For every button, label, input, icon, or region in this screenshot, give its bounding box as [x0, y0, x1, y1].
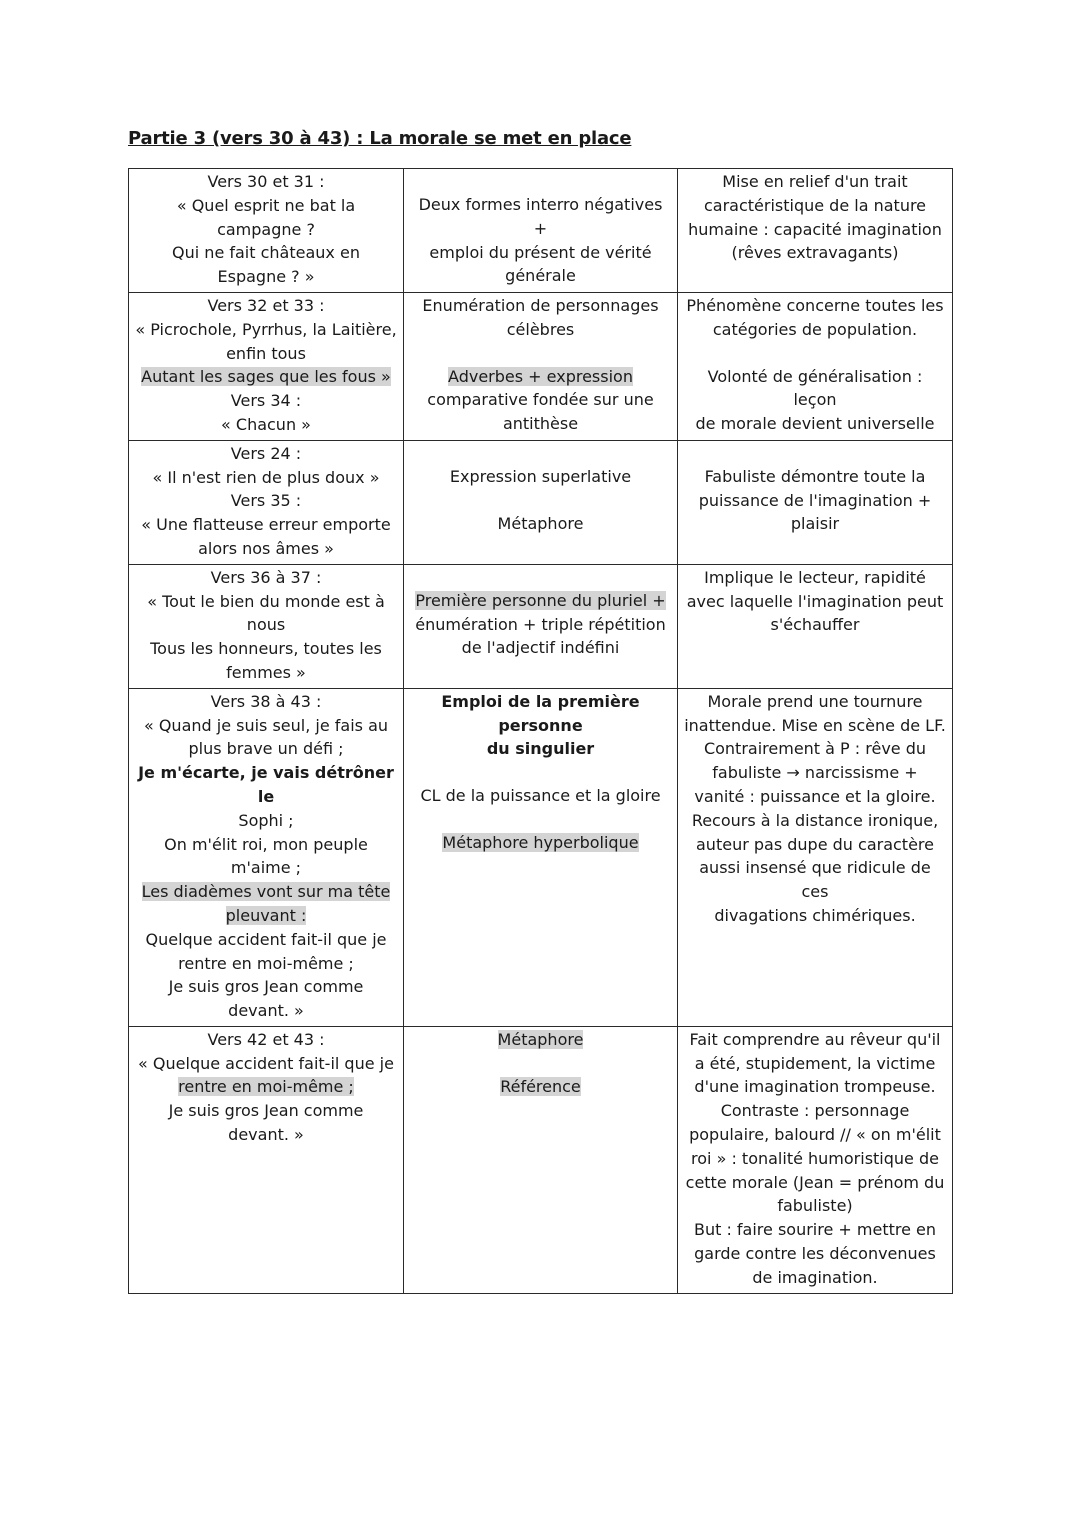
- table-row: [129, 564, 953, 688]
- device-cell: Enumération de personnages célèbres Adverbes + expression comparative fondée sur une antithèse: [404, 292, 678, 440]
- quote-cell: Vers 30 et 31 : « Quel esprit ne bat la campagne ? Qui ne fait châteaux en Espagne ? »: [129, 169, 404, 293]
- table-row: [129, 688, 953, 1026]
- device-cell: Expression superlative Métaphore: [404, 440, 678, 564]
- device-cell: Deux formes interro négatives + emploi du présent de vérité générale: [404, 169, 678, 293]
- quote-cell: Vers 24 : « Il n'est rien de plus doux » Vers 35 : « Une flatteuse erreur emporte alors nos âmes »: [129, 440, 404, 564]
- table-row: [129, 292, 953, 440]
- device-cell: Emploi de la première personne du singulier CL de la puissance et la gloire Métaphore hyperbolique: [404, 688, 678, 1026]
- quote-cell: Vers 36 à 37 : « Tout le bien du monde est à nous Tous les honneurs, toutes les femmes »: [129, 564, 404, 688]
- quote-cell: Vers 38 à 43 : « Quand je suis seul, je fais au plus brave un défi ; Je m'écarte, je vais détrôner le Sophi ; On m'élit roi, mon peuple m'aime ; Les diadèmes vont sur ma tête pleuvant : Quelque accident fait-il que je rentre en moi-même ; Je suis gros Jean comme devant. »: [129, 688, 404, 1026]
- quote-cell: Vers 32 et 33 : « Picrochole, Pyrrhus, la Laitière, enfin tous Autant les sages que les fous » Vers 34 : « Chacun »: [129, 292, 404, 440]
- device-cell: Première personne du pluriel + énumération + triple répétition de l'adjectif indéfini: [404, 564, 678, 688]
- interpretation-cell: Fabuliste démontre toute la puissance de l'imagination + plaisir: [678, 440, 953, 564]
- device-cell: Métaphore Référence: [404, 1026, 678, 1293]
- quote-cell: Vers 42 et 43 : « Quelque accident fait-il que je rentre en moi-même ; Je suis gros Jean comme devant. »: [129, 1026, 404, 1293]
- table-row: [129, 169, 953, 293]
- interpretation-cell: Implique le lecteur, rapidité avec laquelle l'imagination peut s'échauffer: [678, 564, 953, 688]
- interpretation-cell: Morale prend une tournure inattendue. Mise en scène de LF. Contrairement à P : rêve du fabuliste → narcissisme + vanité : puissance et la gloire. Recours à la distance ironique, auteur pas dupe du caractère aussi insensé que ridicule de ces divagations chimériques.: [678, 688, 953, 1026]
- analysis-table: [128, 168, 953, 1294]
- section-title: Partie 3 (vers 30 à 43) : La morale se met en place: [128, 128, 632, 149]
- interpretation-cell: Phénomène concerne toutes les catégories de population. Volonté de généralisation : leçon de morale devient universelle: [678, 292, 953, 440]
- interpretation-cell: Fait comprendre au rêveur qu'il a été, stupidement, la victime d'une imagination trompeuse. Contraste : personnage populaire, balourd // « on m'élit roi » : tonalité humoristique de cette morale (Jean = prénom du fabuliste) But : faire sourire + mettre en garde contre les déconvenues de imagination.: [678, 1026, 953, 1293]
- interpretation-cell: Mise en relief d'un trait caractéristique de la nature humaine : capacité imagination (rêves extravagants): [678, 169, 953, 293]
- table-row: [129, 440, 953, 564]
- table-row: [129, 1026, 953, 1293]
